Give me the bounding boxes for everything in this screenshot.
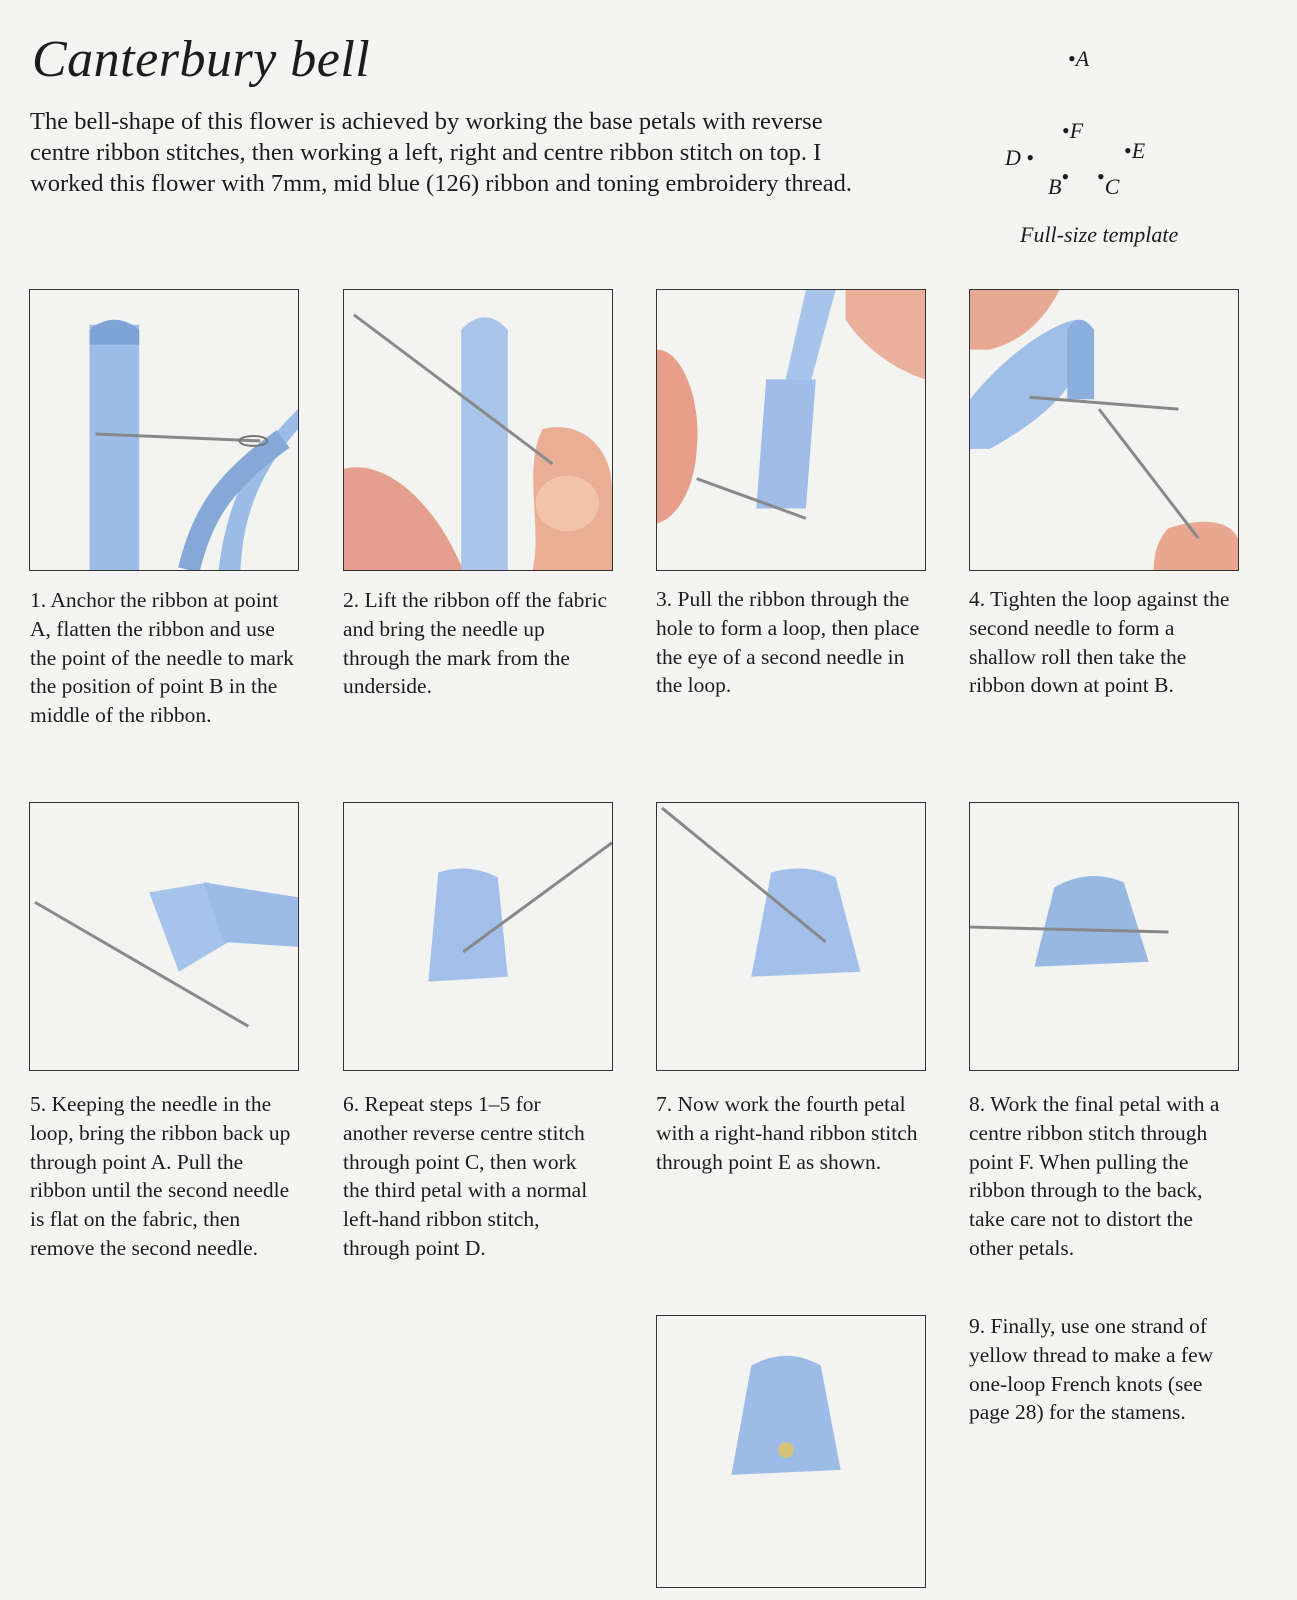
- template-point-a: •A: [1068, 46, 1090, 71]
- step-1-caption: 1. Anchor the ribbon at point A, flatten the ribbon and use the point of the needle to mark the position of point B in the middle of the ribbon.: [30, 588, 294, 728]
- step-5-photo: [29, 802, 299, 1071]
- step-6-photo: [343, 802, 613, 1071]
- step-7-photo: [656, 802, 926, 1071]
- step-3-photo: [656, 289, 926, 571]
- page-title: Canterbury bell: [32, 31, 371, 88]
- template-point-d: D •: [1005, 145, 1035, 170]
- step-9-caption: 9. Finally, use one strand of yellow thread to make a few one-loop French knots (see page 28) for the stamens.: [969, 1314, 1214, 1425]
- step-1-photo: [29, 289, 299, 571]
- step-8-caption: 8. Work the final petal with a centre ribbon stitch through point F. When pulling the ribbon through to the back, take care not to distort the other petals.: [969, 1092, 1220, 1260]
- template-point-c: •C: [1097, 164, 1120, 199]
- intro-paragraph: The bell-shape of this flower is achieved by working the base petals with reverse centre ribbon stitches, then working a left, right and centre ribbon stitch on top. I worked this flower with 7mm, mid blue (126) ribbon and toning embroidery thread.: [30, 108, 852, 197]
- template-point-f: •F: [1062, 118, 1084, 143]
- step-3-caption: 3. Pull the ribbon through the hole to form a loop, then place the eye of a second needle in the loop.: [656, 587, 920, 698]
- step-4-photo: [969, 289, 1239, 571]
- step-8-photo: [969, 802, 1239, 1071]
- step-6-caption: 6. Repeat steps 1–5 for another reverse centre stitch through point C, then work the third petal with a normal left-hand ribbon stitch, through point D.: [343, 1092, 588, 1260]
- step-7-caption: 7. Now work the fourth petal with a right-hand ribbon stitch through point E as shown.: [656, 1092, 918, 1174]
- step-4-caption: 4. Tighten the loop against the second needle to form a shallow roll then take the ribbon down at point B.: [969, 587, 1230, 698]
- template-caption: Full-size template: [1020, 222, 1179, 247]
- template-point-b: B•: [1048, 164, 1070, 199]
- step-2-photo: [343, 289, 613, 571]
- step-9-photo: [656, 1315, 926, 1588]
- template-point-e: •E: [1124, 138, 1146, 163]
- step-5-caption: 5. Keeping the needle in the loop, bring the ribbon back up through point A. Pull the ribbon until the second needle is flat on the fabric, then remove the second needle.: [30, 1092, 291, 1260]
- step-2-caption: 2. Lift the ribbon off the fabric and bring the needle up through the mark from the underside.: [343, 588, 608, 699]
